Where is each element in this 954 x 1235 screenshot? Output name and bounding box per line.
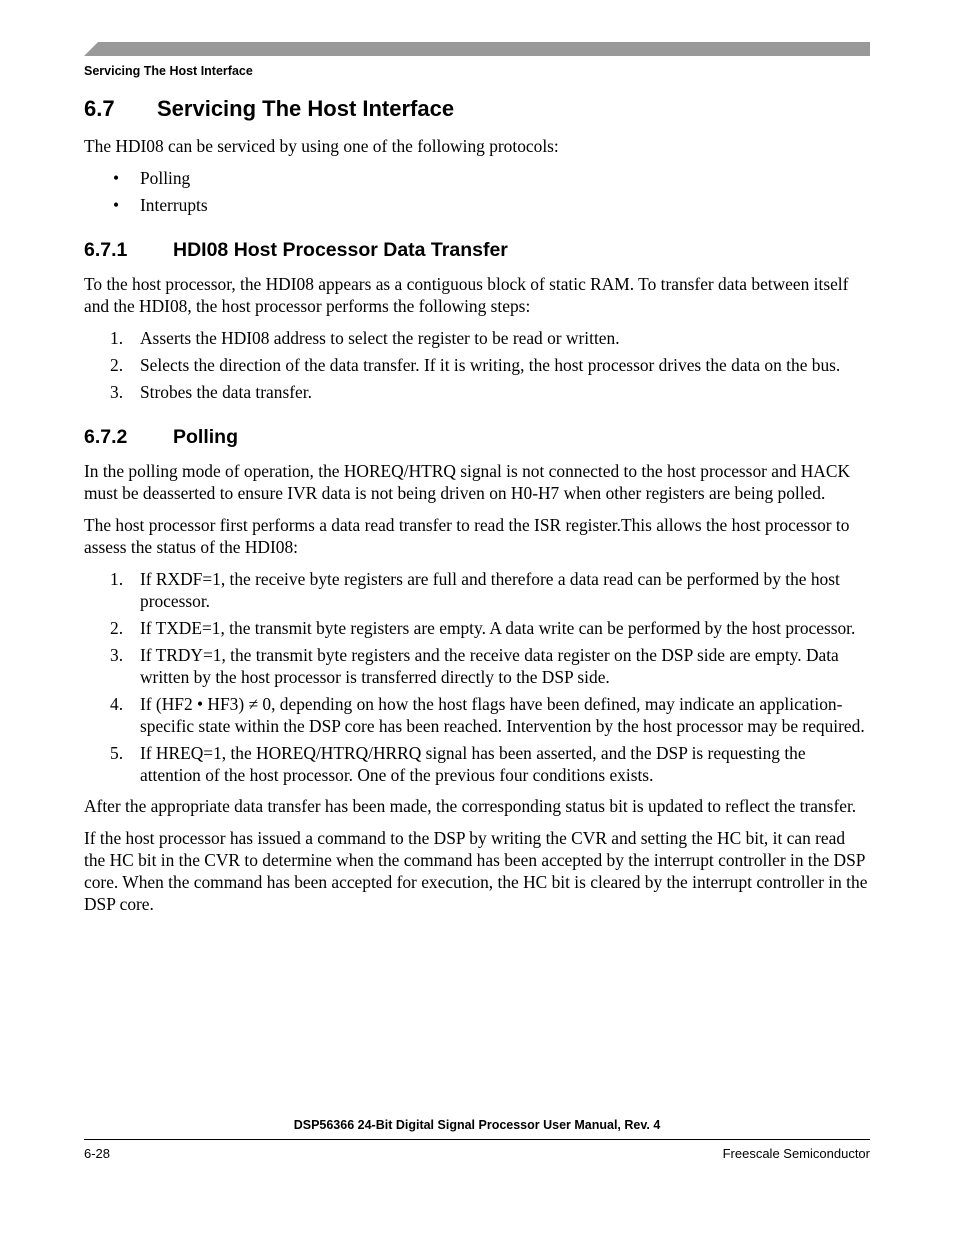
polling-paragraph-2: The host processor first performs a data read transfer to read the ISR register.This allows the host processor to assess the status of the HDI08: (84, 515, 850, 557)
section-number: 6.7 (84, 96, 115, 121)
footer-rule (84, 1139, 870, 1140)
list-item: 5. If HREQ=1, the HOREQ/HTRQ/HRRQ signal has been asserted, and the DSP is requesting the attention of the host processor. One of the previous four conditions exists. (110, 743, 806, 785)
protocol-list (84, 167, 870, 216)
polling-paragraph-3: After the appropriate data transfer has been made, the corresponding status bit is updated to reflect the transfer. (84, 796, 857, 816)
company-name: Freescale Semiconductor (722, 1146, 870, 1161)
section-title: Servicing The Host Interface (157, 96, 455, 121)
list-item: 4. If (HF2 • HF3) ≠ 0, depending on how the host flags have been defined, may indicate an application-specific state within the DSP core has been reached. Intervention by the host processor may be required. (110, 694, 865, 736)
list-item: 1. If RXDF=1, the receive byte registers are full and therefore a data read can be performed by the host processor. (110, 569, 840, 611)
list-item: 2. Selects the direction of the data transfer. If it is writing, the host processor drives the data on the bus. (110, 355, 841, 375)
status-conditions (84, 568, 870, 786)
transfer-steps (84, 327, 870, 403)
subsection-title: HDI08 Host Processor Data Transfer (173, 239, 508, 261)
section-heading (84, 96, 870, 122)
list-item: • Interrupts (113, 195, 208, 215)
subsection-number: 6.7.1 (84, 239, 128, 261)
polling-paragraph-4: If the host processor has issued a command to the DSP by writing the CVR and setting the HC bit, it can read the HC bit in the CVR to determine when the command has been accepted by the interrupt controller in the DSP core. When the command has been accepted for execution, the HC bit is cleared by the interrupt controller in the DSP core. (84, 828, 868, 914)
subsection-heading-6-7-1 (84, 239, 870, 262)
list-item: 1. Asserts the HDI08 address to select the register to be read or written. (110, 328, 620, 348)
list-item: 3. Strobes the data transfer. (110, 382, 312, 402)
page-number: 6-28 (84, 1146, 111, 1161)
transfer-paragraph: To the host processor, the HDI08 appears as a contiguous block of static RAM. To transfer data between itself and the HDI08, the host processor performs the following steps: (84, 274, 849, 316)
bullet-marker: • (113, 168, 120, 188)
subsection-title: Polling (173, 426, 238, 448)
running-head: Servicing The Host Interface (84, 64, 253, 78)
list-item: • Polling (113, 168, 191, 188)
subsection-heading-6-7-2 (84, 426, 870, 449)
header-bar (84, 42, 870, 56)
list-item: 3. If TRDY=1, the transmit byte registers and the receive data register on the DSP side are empty. Data written by the host processor is transferred directly to the DSP side. (110, 645, 839, 687)
subsection-number: 6.7.2 (84, 426, 128, 448)
polling-paragraph-1: In the polling mode of operation, the HOREQ/HTRQ signal is not connected to the host processor and HACK must be deasserted to ensure IVR data is not being driven on H0-H7 when other registers are being polled. (84, 461, 851, 503)
intro-paragraph: The HDI08 can be serviced by using one of the following protocols: (84, 136, 559, 156)
list-item: 2. If TXDE=1, the transmit byte registers are empty. A data write can be performed by the host processor. (110, 618, 856, 638)
bullet-marker: • (113, 195, 120, 215)
footer-title: DSP56366 24-Bit Digital Signal Processor User Manual, Rev. 4 (293, 1118, 661, 1132)
page-content (84, 96, 870, 925)
